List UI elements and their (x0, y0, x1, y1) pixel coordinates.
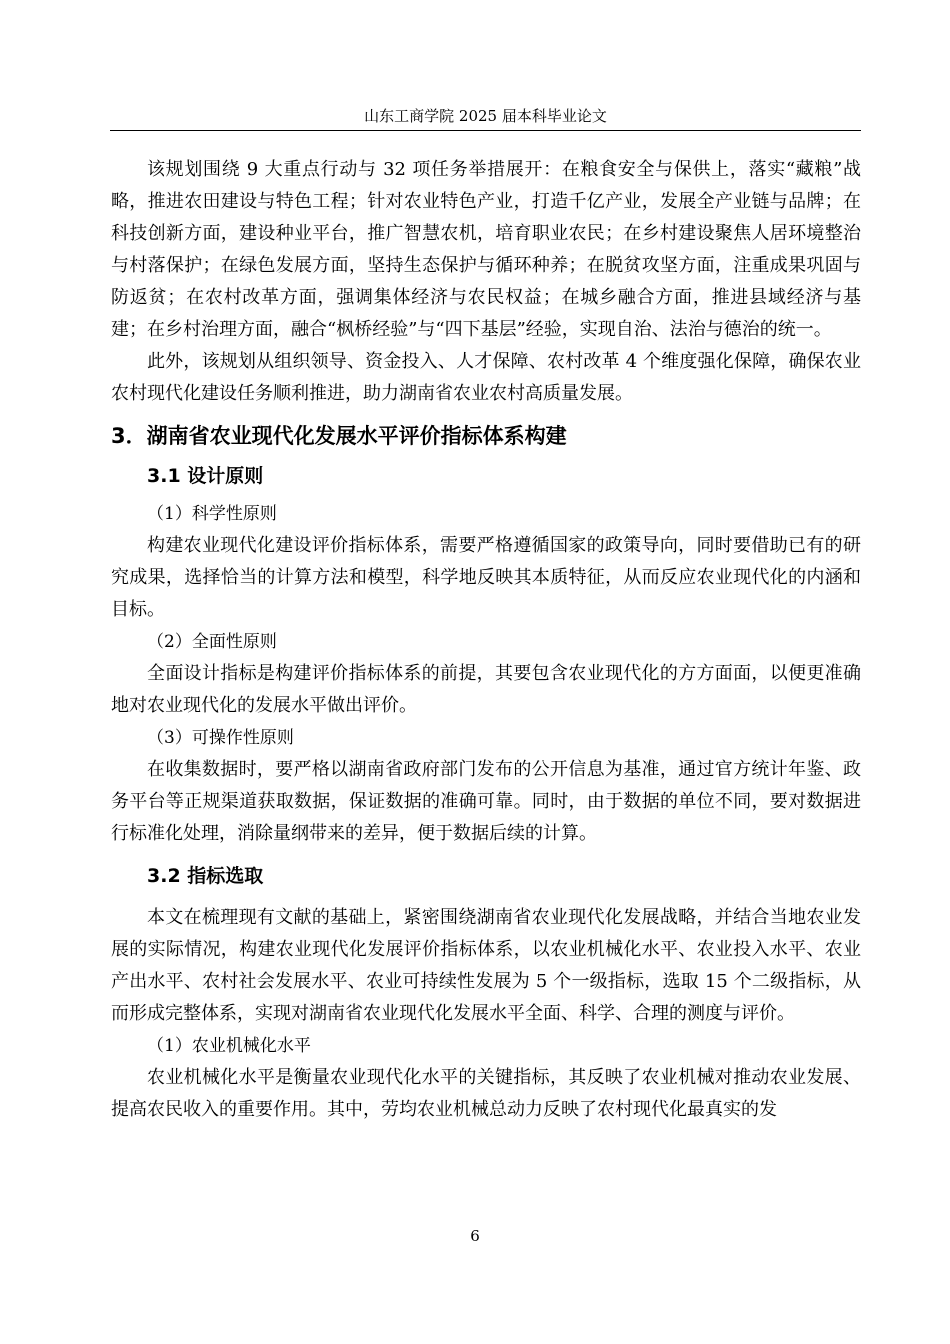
page-body (111, 154, 861, 1126)
section-heading: 3．湖南省农业现代化发展水平评价指标体系构建 (111, 424, 567, 448)
list-item-heading: （3）可操作性原则 (147, 728, 294, 748)
list-item-heading: （1）农业机械化水平 (147, 1036, 311, 1056)
paragraph: 此外，该规划从组织领导、资金投入、人才保障、农村改革 4 个维度强化保障，确保农业农村现代化建设任务顺利推进，助力湖南省农业农村高质量发展。 (111, 351, 861, 404)
paragraph: 该规划围绕 9 大重点行动与 32 项任务举措展开：在粮食安全与保供上，落实“藏粮”战略，推进农田建设与特色工程；针对农业特色产业，打造千亿产业，发展全产业链与品牌；在科技创新方面，建设种业平台，推广智慧农机，培育职业农民；在乡村建设聚焦人居环境整治与村落保护；在绿色发展方面，坚持生态保护与循环种养；在脱贫攻坚方面，注重成果巩固与防返贫；在农村改革方面，强调集体经济与农民权益；在城乡融合方面，推进县域经济与基建；在乡村治理方面，融合“枫桥经验”与“四下基层”经验，实现自治、法治与德治的统一。 (111, 159, 861, 340)
subsection-heading: 3.1 设计原则 (147, 465, 264, 487)
header-divider (110, 130, 861, 131)
page-number: 6 (470, 1227, 480, 1245)
list-item-heading: （2）全面性原则 (147, 632, 277, 652)
paragraph: 农业机械化水平是衡量农业现代化水平的关键指标，其反映了农业机械对推动农业发展、提高农民收入的重要作用。其中，劳均农业机械总动力反映了农村现代化最真实的发 (111, 1067, 861, 1120)
paragraph: 构建农业现代化建设评价指标体系，需要严格遵循国家的政策导向，同时要借助已有的研究成果，选择恰当的计算方法和模型，科学地反映其本质特征，从而反应农业现代化的内涵和目标。 (111, 535, 861, 620)
paragraph: 本文在梳理现有文献的基础上，紧密围绕湖南省农业现代化发展战略，并结合当地农业发展的实际情况，构建农业现代化发展评价指标体系，以农业机械化水平、农业投入水平、农业产出水平、农村社会发展水平、农业可持续性发展为 5 个一级指标，选取 15 个二级指标，从而形成完整体系，实现对湖南省农业现代化发展水平全面、科学、合理的测度与评价。 (111, 907, 861, 1024)
list-item-heading: （1）科学性原则 (147, 504, 277, 524)
paragraph: 全面设计指标是构建评价指标体系的前提，其要包含农业现代化的方方面面，以便更准确地对农业现代化的发展水平做出评价。 (111, 663, 861, 716)
paragraph: 在收集数据时，要严格以湖南省政府部门发布的公开信息为基准，通过官方统计年鉴、政务平台等正规渠道获取数据，保证数据的准确可靠。同时，由于数据的单位不同，要对数据进行标准化处理，消除量纲带来的差异，便于数据后续的计算。 (111, 759, 861, 844)
subsection-heading: 3.2 指标选取 (147, 865, 264, 887)
running-header: 山东工商学院 2025 届本科毕业论文 (364, 107, 607, 125)
